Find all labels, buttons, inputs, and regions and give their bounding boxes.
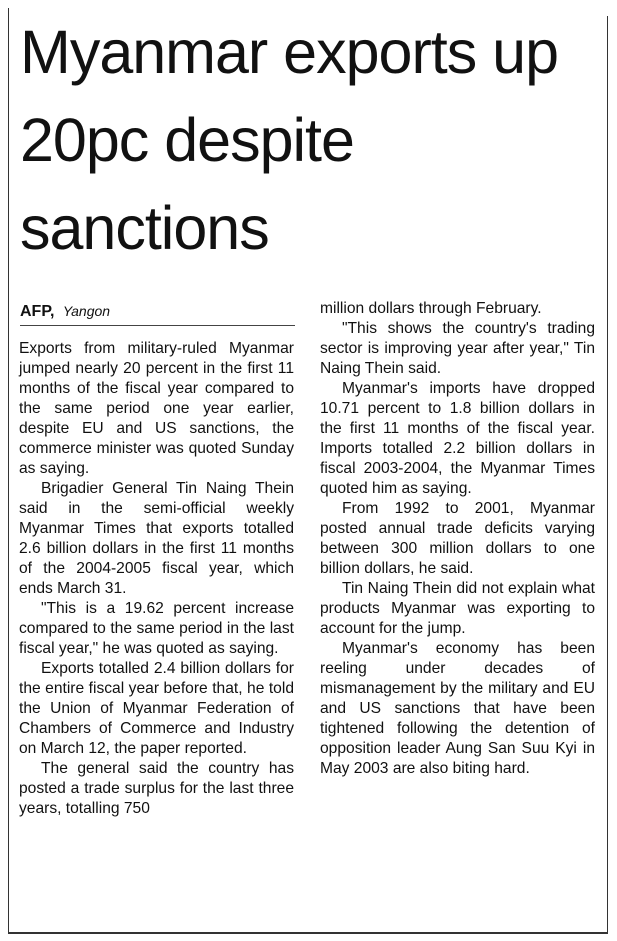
byline-location: Yangon: [62, 303, 111, 319]
byline: [20, 300, 294, 323]
paragraph: Myanmar's economy has been reeling under decades of mismanagement by the military and EU and US sanctions that have been tightened following the detention of opposition leader Aung San Suu Kyi in May 2003 are also biting hard.: [320, 640, 595, 777]
paragraph: million dollars through February.: [320, 300, 542, 317]
paragraph: Tin Naing Thein did not explain what products Myanmar was exporting to account for the jump.: [320, 580, 595, 637]
headline: Myanmar exports up 20pc despite sanctions: [20, 18, 558, 262]
paragraph: Myanmar's imports have dropped 10.71 percent to 1.8 billion dollars in the first 11 months of the fiscal year. Imports totalled 2.2 billion dollars in fiscal 2003-2004, the Myanmar Times quoted him as saying.: [320, 380, 595, 497]
paragraph: From 1992 to 2001, Myanmar posted annual trade deficits varying between 300 million dollars to one billion dollars, he said.: [320, 500, 595, 577]
article-column-1: [19, 339, 294, 819]
article-column-2: [320, 299, 595, 779]
paragraph: "This is a 19.62 percent increase compared to the same period in the last fiscal year," he was quoted as saying.: [19, 600, 294, 657]
right-column-rule: [607, 16, 608, 934]
bottom-rule: [8, 932, 608, 934]
paragraph: "This shows the country's trading sector is improving year after year," Tin Naing Thein said.: [320, 320, 595, 377]
left-column-rule: [8, 8, 9, 934]
paragraph: Exports totalled 2.4 billion dollars for the entire fiscal year before that, he told the Union of Myanmar Federation of Chambers of Commerce and Industry on March 12, the paper reported.: [19, 660, 294, 757]
paragraph: Brigadier General Tin Naing Thein said in the semi-official weekly Myanmar Times that exports totalled 2.6 billion dollars in the first 11 months of the 2004-2005 fiscal year, which ends March 31.: [19, 480, 294, 597]
paragraph: The general said the country has posted a trade surplus for the last three years, totalling 750: [19, 760, 294, 817]
byline-rule: [20, 325, 295, 326]
paragraph: Exports from military-ruled Myanmar jumped nearly 20 percent in the first 11 months of the fiscal year compared to the same period one year earlier, despite EU and US sanctions, the commerce minister was quoted Sunday as saying.: [19, 340, 294, 477]
byline-agency: AFP,: [20, 303, 55, 320]
